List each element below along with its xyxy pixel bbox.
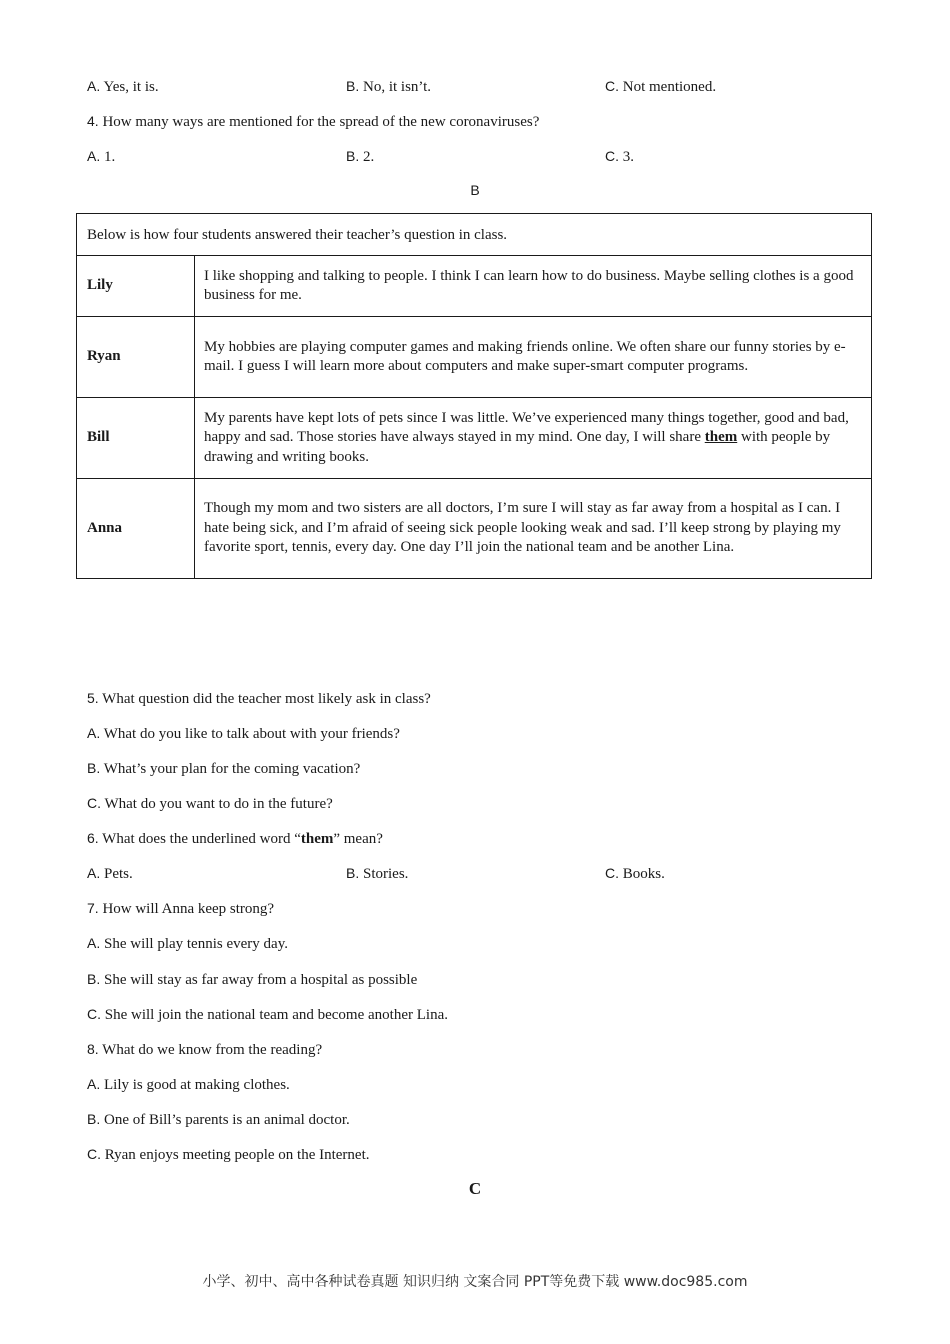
student-name: Lily bbox=[77, 256, 195, 317]
table-intro: Below is how four students answered their teacher’s question in class. bbox=[77, 214, 872, 256]
q6-option-a: A. Pets. bbox=[87, 865, 133, 882]
underlined-word: them bbox=[704, 429, 738, 446]
table-intro-row bbox=[77, 214, 872, 256]
q3-option-c: C. Not mentioned. bbox=[605, 78, 717, 95]
student-name: Anna bbox=[77, 479, 195, 579]
q5-option-a: A. What do you like to talk about with your friends? bbox=[87, 725, 400, 742]
q5-option-c: C. What do you want to do in the future? bbox=[87, 795, 333, 812]
section-b-title: B bbox=[470, 182, 480, 198]
q7-option-b: B. She will stay as far away from a hospital as possible bbox=[87, 971, 418, 988]
q6-option-c: C. Books. bbox=[605, 865, 665, 882]
q5-question: 5. What question did the teacher most likely ask in class? bbox=[87, 690, 431, 707]
students-answers-table bbox=[76, 213, 872, 579]
q8-option-b: B. One of Bill’s parents is an animal doctor. bbox=[87, 1111, 350, 1128]
q4-question: 4. How many ways are mentioned for the spread of the new coronaviruses? bbox=[87, 113, 540, 130]
q7-option-a: A. She will play tennis every day. bbox=[87, 935, 288, 952]
student-answer: I like shopping and talking to people. I think I can learn how to do business. Maybe selling clothes is a good business for me. bbox=[195, 256, 872, 317]
q8-question: 8. What do we know from the reading? bbox=[87, 1041, 323, 1058]
q3-option-a: A. Yes, it is. bbox=[87, 78, 159, 95]
q4-option-b: B. 2. bbox=[346, 148, 375, 165]
student-answer: My hobbies are playing computer games and making friends online. We often share our funny stories by e-mail. I guess I will learn more about computers and make super-smart computer programs. bbox=[195, 317, 872, 398]
student-answer: My parents have kept lots of pets since I was little. We’ve experienced many things together, good and bad, happy and sad. Those stories have always stayed in my mind. One day, I will share them with people by drawing and writing books. bbox=[195, 398, 872, 479]
q7-question: 7. How will Anna keep strong? bbox=[87, 900, 275, 917]
q8-option-a: A. Lily is good at making clothes. bbox=[87, 1076, 290, 1093]
q4-option-a: A. 1. bbox=[87, 148, 116, 165]
q4-option-c: C. 3. bbox=[605, 148, 634, 165]
student-name: Bill bbox=[77, 398, 195, 479]
q5-option-b: B. What’s your plan for the coming vacation? bbox=[87, 760, 361, 777]
q6-question: 6. What does the underlined word “them” mean? bbox=[87, 830, 383, 847]
table-row bbox=[77, 398, 872, 479]
student-name: Ryan bbox=[77, 317, 195, 398]
page-footer: 小学、初中、高中各种试卷真题 知识归纳 文案合同 PPT等免费下载 www.doc985.com bbox=[202, 1274, 748, 1290]
q8-option-c: C. Ryan enjoys meeting people on the Internet. bbox=[87, 1146, 370, 1163]
q7-option-c: C. She will join the national team and become another Lina. bbox=[87, 1006, 448, 1023]
q3-option-b: B. No, it isn’t. bbox=[346, 78, 432, 95]
student-answer: Though my mom and two sisters are all doctors, I’m sure I will stay as far away from a hospital as I can. I hate being sick, and I’m afraid of seeing sick people looking weak and sad. I’ll keep strong by playing my favorite sport, tennis, every day. One day I’ll join the national team and be another Lina. bbox=[195, 479, 872, 579]
section-c-title: C bbox=[468, 1179, 482, 1198]
q6-option-b: B. Stories. bbox=[346, 865, 409, 882]
table-row bbox=[77, 317, 872, 398]
table-row bbox=[77, 479, 872, 579]
table-row bbox=[77, 256, 872, 317]
